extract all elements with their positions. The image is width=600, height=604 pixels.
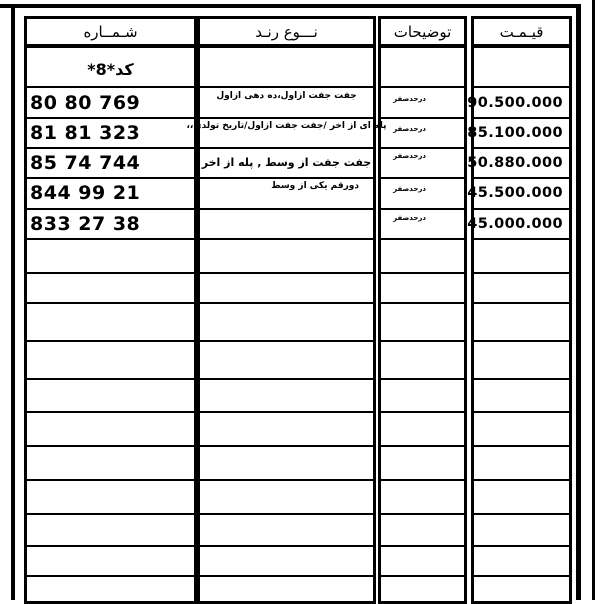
row-divider xyxy=(200,445,373,447)
type-column xyxy=(186,0,387,600)
header-divider xyxy=(24,44,197,48)
number-column xyxy=(24,0,197,600)
phone-number-4: 844 99 21 xyxy=(30,182,141,204)
row-divider xyxy=(200,340,373,342)
row-divider xyxy=(27,575,194,577)
row-divider xyxy=(474,272,569,274)
row-divider xyxy=(381,411,464,413)
price-4: 45.500.000 xyxy=(467,185,563,201)
row-divider xyxy=(27,445,194,447)
code-label: کد*8* xyxy=(87,60,134,79)
row-divider xyxy=(474,575,569,577)
row-divider xyxy=(27,302,194,304)
row-divider xyxy=(200,479,373,481)
row-divider xyxy=(27,545,194,547)
row-divider xyxy=(27,479,194,481)
description-2: درحدصفر xyxy=(393,125,426,133)
row-divider xyxy=(200,575,373,577)
row-divider xyxy=(27,272,194,274)
round-type-1: جفت جفت ازاول،ده دهی ازاول xyxy=(216,91,357,101)
description-5: درحدصفر xyxy=(393,214,426,222)
row-divider xyxy=(474,479,569,481)
row-divider xyxy=(200,411,373,413)
row-divider xyxy=(381,340,464,342)
row-divider xyxy=(381,302,464,304)
description-1: درحدصفر xyxy=(393,95,426,103)
row-divider xyxy=(474,238,569,240)
row-divider xyxy=(381,445,464,447)
right-border-outer xyxy=(592,0,595,600)
row-divider xyxy=(27,513,194,515)
row-divider xyxy=(27,411,194,413)
row-divider xyxy=(474,411,569,413)
row-divider xyxy=(200,378,373,380)
row-divider xyxy=(200,302,373,304)
phone-number-3: 85 74 744 xyxy=(30,151,141,174)
row-divider xyxy=(474,378,569,380)
row-divider xyxy=(27,340,194,342)
type-header: نـــوع رنـد xyxy=(255,22,318,41)
row-divider xyxy=(200,513,373,515)
phone-number-2: 81 81 323 xyxy=(30,121,141,144)
round-type-3: جفت جفت از وسط , پله از اخر xyxy=(201,156,372,169)
phone-number-5: 833 27 38 xyxy=(30,212,141,235)
price-1: 90.500.000 xyxy=(467,94,563,111)
price-2: 85.100.000 xyxy=(467,124,563,141)
header-divider xyxy=(197,44,376,48)
price-3: 50.880.000 xyxy=(467,154,563,171)
row-divider xyxy=(474,545,569,547)
row-divider xyxy=(474,445,569,447)
round-type-2: پله ای از اخر /جفت جفت ازاول/تاریخ تولدی،، xyxy=(186,121,387,131)
row-divider xyxy=(474,513,569,515)
price-5: 45.000.000 xyxy=(467,215,563,232)
right-border-inner xyxy=(576,4,581,600)
row-divider xyxy=(474,302,569,304)
row-divider xyxy=(200,238,373,240)
round-type-4: دورقم یکی از وسط xyxy=(271,181,359,191)
row-divider xyxy=(381,272,464,274)
row-divider xyxy=(200,272,373,274)
row-divider xyxy=(27,378,194,380)
row-divider xyxy=(381,479,464,481)
row-divider xyxy=(381,378,464,380)
row-divider xyxy=(381,575,464,577)
price-column xyxy=(467,0,572,600)
left-border xyxy=(11,4,15,600)
phone-number-1: 80 80 769 xyxy=(30,91,141,114)
description-4: درحدصفر xyxy=(393,185,426,193)
description-column xyxy=(378,0,467,600)
description-3: درحدصفر xyxy=(393,152,426,160)
row-divider xyxy=(474,340,569,342)
row-divider xyxy=(27,238,194,240)
header-divider xyxy=(471,44,572,48)
price-header: قیـمـت xyxy=(499,22,544,41)
round-type-5 xyxy=(200,209,373,241)
row-divider xyxy=(200,545,373,547)
number-header: شـمــاره xyxy=(83,22,138,41)
description-header: توضیحات xyxy=(393,22,452,41)
row-divider xyxy=(381,238,464,240)
header-divider xyxy=(378,44,467,48)
row-divider xyxy=(381,545,464,547)
row-divider xyxy=(381,513,464,515)
